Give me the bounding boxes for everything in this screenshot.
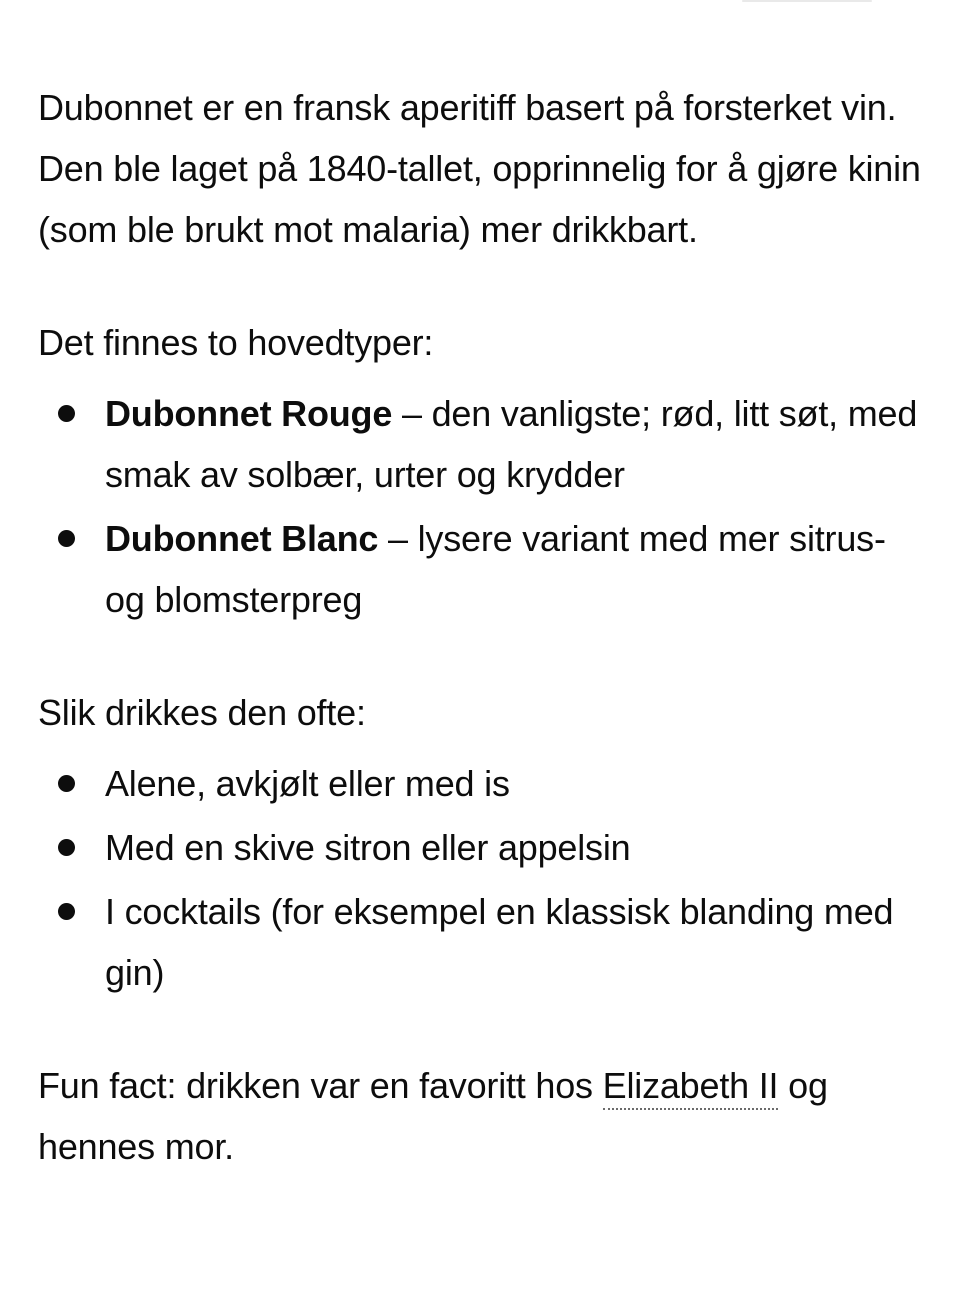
serve-item-text: Alene, avkjølt eller med is (105, 763, 510, 804)
list-item (38, 881, 928, 1003)
types-list (38, 383, 928, 630)
type-name: Dubonnet Rouge (105, 393, 393, 434)
bullet-icon (58, 839, 75, 856)
elizabeth-ii-link[interactable]: Elizabeth II (603, 1065, 779, 1110)
bullet-icon (58, 405, 75, 422)
list-item (38, 817, 928, 878)
type-name: Dubonnet Blanc (105, 518, 379, 559)
funfact-paragraph (38, 1055, 928, 1177)
bullet-icon (58, 775, 75, 792)
serve-item-text: I cocktails (for eksempel en klassisk blanding med gin) (105, 891, 894, 993)
list-item (38, 753, 928, 814)
serve-list (38, 753, 928, 1003)
message-content (38, 77, 928, 1177)
serve-item-text: Med en skive sitron eller appelsin (105, 827, 631, 868)
types-heading: Det finnes to hovedtyper: (38, 322, 434, 363)
bullet-icon (58, 530, 75, 547)
type-description: – den vanligste; rød, litt søt, med smak av solbær, urter og krydder (105, 393, 918, 495)
type-description: – lysere variant med mer sitrus- og blomsterpreg (105, 518, 886, 620)
funfact-before: Fun fact: drikken var en favoritt hos (38, 1065, 603, 1106)
list-item (38, 508, 928, 630)
top-edge-divider (742, 0, 872, 2)
intro-paragraph: Dubonnet er en fransk aperitiff basert på forsterket vin. Den ble laget på 1840-tallet, opprinnelig for å gjøre kinin (som ble brukt mot malaria) mer drikkbart. (38, 87, 921, 250)
funfact-after: og hennes mor. (38, 1065, 828, 1167)
serve-heading: Slik drikkes den ofte: (38, 692, 366, 733)
bullet-icon (58, 903, 75, 920)
list-item (38, 383, 928, 505)
